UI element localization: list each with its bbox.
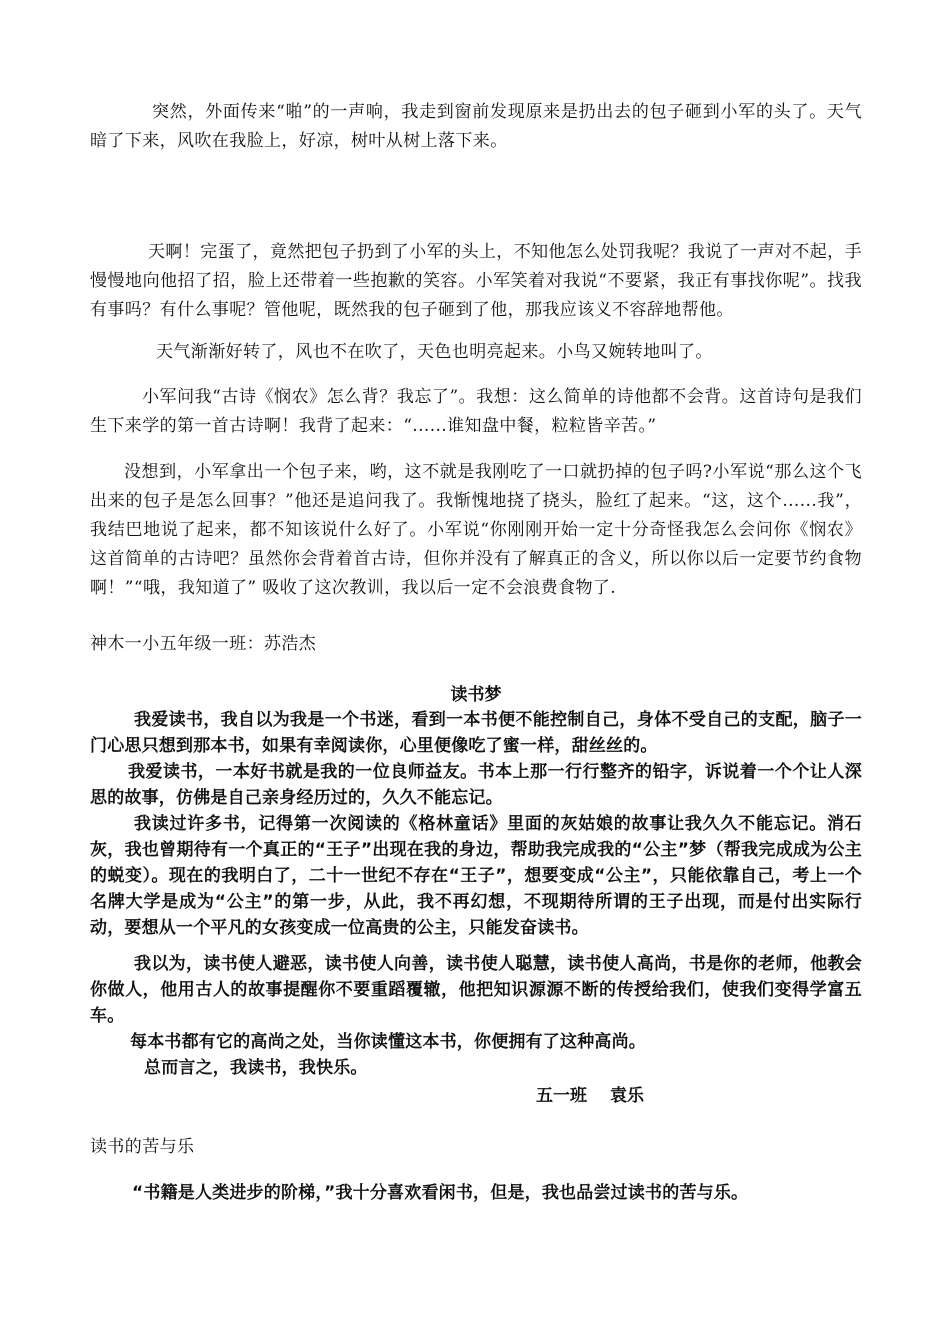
- story1-paragraph-2: 天啊！完蛋了，竟然把包子扔到了小军的头上，不知他怎么处罚我呢？我说了一声对不起，手慢慢地向他招了招，脸上还带着一些抱歉的笑容。小军笑着对我说“不要紧，我正有事找你呢”。找我有事吗？有什么事呢？管他呢，既然我的包子砸到了他，那我应该义不容辞地帮他。: [90, 242, 862, 320]
- story1-paragraph-4: 小军问我“古诗《悯农》怎么背？我忘了”。我想：这么简单的诗他都不会背。这首诗句是我们生下来学的第一首古诗啊！我背了起来：“......谁知盘中餐，粒粒皆辛苦。”: [90, 387, 862, 436]
- story1-author: 神木一小五年级一班：苏浩杰: [90, 634, 317, 654]
- story2-paragraph-4: 我以为，读书使人避恶，读书使人向善，读书使人聪慧，读书使人高尚，书是你的老师，他教会你做人，他用古人的故事提醒你不要重蹈覆辙，他把知识源源不断的传授给我们，使我们变得学富五车。: [90, 954, 862, 1026]
- story2-title: 读书梦: [450, 685, 502, 705]
- story2-paragraph-1: 我爱读书，我自以为我是一个书迷，看到一本书便不能控制自己，身体不受自己的支配，脑子一门心思只想到那本书，如果有幸阅读你，心里便像吃了蜜一样，甜丝丝的。: [90, 710, 862, 756]
- story1-paragraph-3: 天气渐渐好转了，风也不在吹了，天色也明亮起来。小鸟又婉转地叫了。: [156, 342, 713, 362]
- story2-paragraph-5: 每本书都有它的高尚之处，当你读懂这本书，你便拥有了这种高尚。: [130, 1032, 646, 1052]
- story1-paragraph-1: 突然，外面传来“啪”的一声响，我走到窗前发现原来是扔出去的包子砸到小军的头了。天气暗了下来，风吹在我脸上，好凉，树叶从树上落下来。: [90, 102, 862, 151]
- story2-paragraph-6: 总而言之，我读书，我快乐。: [144, 1058, 368, 1078]
- story2-author: 五一班 袁乐: [536, 1086, 644, 1106]
- story3-paragraph-1: “书籍是人类进步的阶梯，”我十分喜欢看闲书，但是，我也品尝过读书的苦与乐。: [132, 1183, 749, 1203]
- story1-paragraph-5: 没想到，小军拿出一个包子来，哟，这不就是我刚吃了一口就扔掉的包子吗?小军说“那么这个飞出来的包子是怎么回事？”他还是追问我了。我惭愧地挠了挠头，脸红了起来。“这，这个......我”，我结巴地说了起来，都不知该说什么好了。小军说“你刚刚开始一定十分奇怪我怎么会问你《悯农》这首简单的古诗吧？虽然你会背着首古诗，但你并没有了解真正的含义，所以你以后一定要节约食物啊！”“哦，我知道了” 吸收了这次教训，我以后一定不会浪费食物了.: [90, 462, 862, 598]
- story3-title: 读书的苦与乐: [90, 1137, 195, 1157]
- story2-paragraph-3: 我读过许多书，记得第一次阅读的《格林童话》里面的灰姑娘的故事让我久久不能忘记。消石灰，我也曾期待有一个真正的“王子”出现在我的身边，帮助我完成我的“公主”梦（帮我完成成为公主的蜕变）。现在的我明白了，二十一世纪不存在“王子”，想要变成“公主”，只能依靠自己，考上一个名牌大学是成为“公主”的第一步，从此，我不再幻想，不现期待所谓的王子出现，而是付出实际行动，要想从一个平凡的女孩变成一位高贵的公主，只能发奋读书。: [90, 814, 862, 938]
- story2-paragraph-2: 我爱读书，一本好书就是我的一位良师益友。书本上那一行行整齐的铅字，诉说着一个个让人深思的故事，仿佛是自己亲身经历过的，久久不能忘记。: [90, 762, 862, 808]
